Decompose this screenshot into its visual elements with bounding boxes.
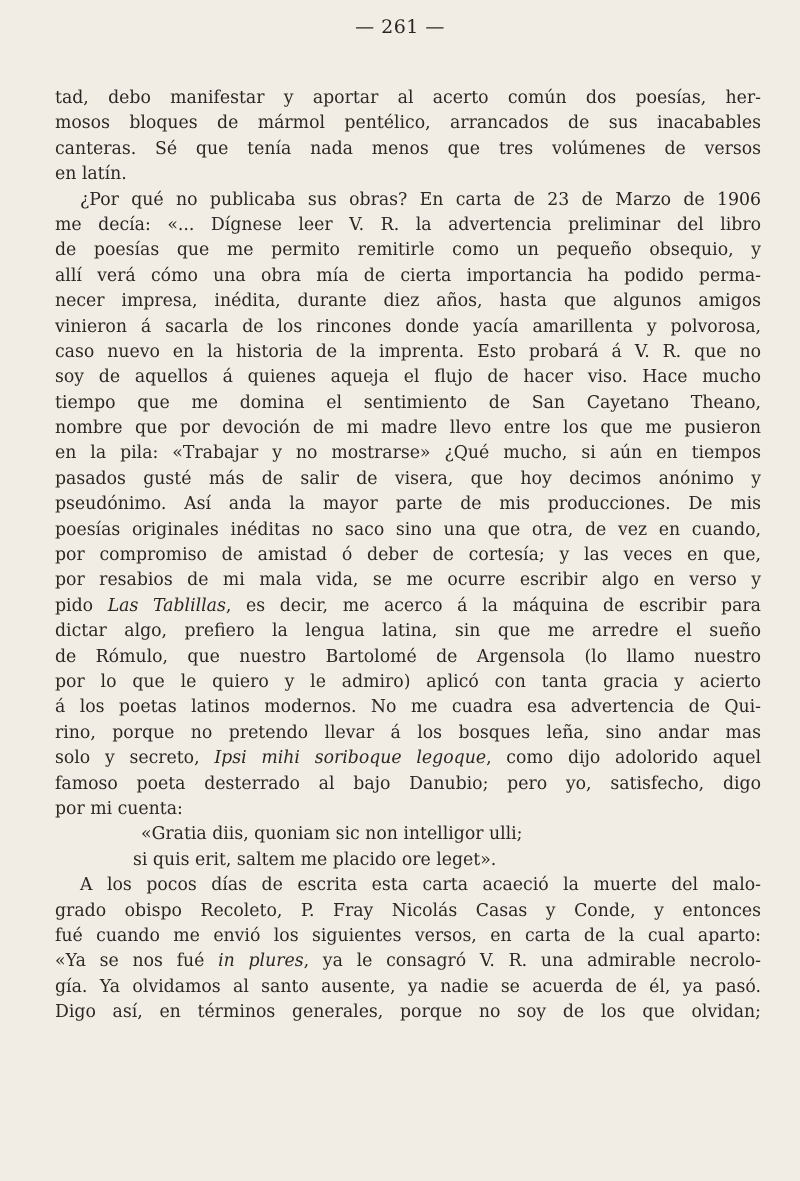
text-run: «Ya se nos fué — [55, 951, 219, 972]
text-line: caso nuevo en la historia de la imprenta. Esto probará á V. R. que no — [55, 341, 761, 362]
text-run: solo y secreto, — [55, 748, 215, 769]
text-line: tiempo que me domina el sentimiento de San Cayetano Theano, — [55, 392, 761, 413]
text-run: , es decir, me acerco á la máquina de escribir para — [225, 595, 761, 616]
text-line: allí verá cómo una obra mía de cierta importancia ha podido perma- — [55, 265, 761, 286]
text-line: mosos bloques de mármol pentélico, arrancados de sus inacabables — [55, 113, 761, 134]
text-line: Digo así, en términos generales, porque no soy de los que olvidan; — [55, 1002, 761, 1023]
text-line: me decía: «... Dígnese leer V. R. la advertencia preliminar del libro — [55, 214, 761, 235]
text-line: pseudónimo. Así anda la mayor parte de mis producciones. De mis — [55, 494, 761, 515]
text-line: grado obispo Recoleto, P. Fray Nicolás Casas y Conde, y entonces — [55, 900, 761, 921]
text-run: , ya le consagró V. R. una admirable necrolo- — [303, 951, 761, 972]
text-line: dictar algo, prefiero la lengua latina, sin que me arredre el sueño — [55, 621, 761, 642]
text-line: en la pila: «Trabajar y no mostrarse» ¿Qué mucho, si aún en tiempos — [55, 443, 761, 464]
text-line: vinieron á sacarla de los rincones donde yacía amarillenta y polvorosa, — [55, 316, 761, 337]
text-line — [55, 746, 761, 771]
verse-line: si quis erit, saltem me placido ore leget». — [133, 849, 497, 870]
text-line: fué cuando me envió los siguientes versos, en carta de la cual aparto: — [55, 925, 761, 946]
text-line: necer impresa, inédita, durante diez años, hasta que algunos amigos — [55, 291, 761, 312]
verse-line: «Gratia diis, quoniam sic non intelligor ulli; — [141, 824, 523, 845]
text-line: rino, porque no pretendo llevar á los bosques leña, sino andar mas — [55, 722, 761, 743]
text-line: por resabios de mi mala vida, se me ocurre escribir algo en verso y — [55, 570, 761, 591]
text-line: por lo que le quiero y le admiro) aplicó con tanta gracia y acierto — [55, 671, 761, 692]
text-line: ¿Por qué no publicaba sus obras? En carta de 23 de Marzo de 1906 — [80, 189, 761, 210]
latin-phrase-italic: in plures — [218, 951, 304, 972]
text-line: tad, debo manifestar y aportar al acerto común dos poesías, her- — [55, 88, 761, 108]
text-line: poesías originales inéditas no saco sino una que otra, de vez en cuando, — [55, 519, 761, 540]
text-line: A los pocos días de escrita esta carta acaeció la muerte del malo- — [80, 875, 761, 896]
text-line — [55, 949, 761, 974]
page-number: — 261 — — [355, 16, 445, 38]
text-line: canteras. Sé que tenía nada menos que tres volúmenes de versos — [55, 138, 761, 159]
body-text — [55, 86, 761, 1025]
text-line: por compromiso de amistad ó deber de cortesía; y las veces en que, — [55, 545, 761, 566]
text-line: á los poetas latinos modernos. No me cuadra esa advertencia de Qui- — [55, 697, 761, 718]
text-line: de poesías que me permito remitirle como un pequeño obsequio, y — [55, 240, 761, 261]
book-title-italic: Las Tablillas — [107, 595, 226, 616]
text-run: , como dijo adolorido aquel — [486, 748, 762, 769]
text-line: nombre que por devoción de mi madre llevo entre los que me pusieron — [55, 418, 761, 439]
text-line: de Rómulo, que nuestro Bartolomé de Argensola (lo llamo nuestro — [55, 646, 761, 667]
latin-quote-italic: Ipsi mihi soriboque legoque — [214, 748, 487, 769]
text-line — [55, 594, 761, 619]
text-line: en latín. — [55, 164, 127, 185]
text-run: pido — [55, 595, 108, 616]
text-line: pasados gusté más de salir de visera, que hoy decimos anónimo y — [55, 468, 761, 489]
text-line: soy de aquellos á quienes aqueja el flujo de hacer viso. Hace mucho — [55, 367, 761, 388]
text-line: famoso poeta desterrado al bajo Danubio; pero yo, satisfecho, digo — [55, 773, 761, 794]
text-line: por mi cuenta: — [55, 798, 183, 819]
text-line: gía. Ya olvidamos al santo ausente, ya nadie se acuerda de él, ya pasó. — [55, 976, 761, 997]
